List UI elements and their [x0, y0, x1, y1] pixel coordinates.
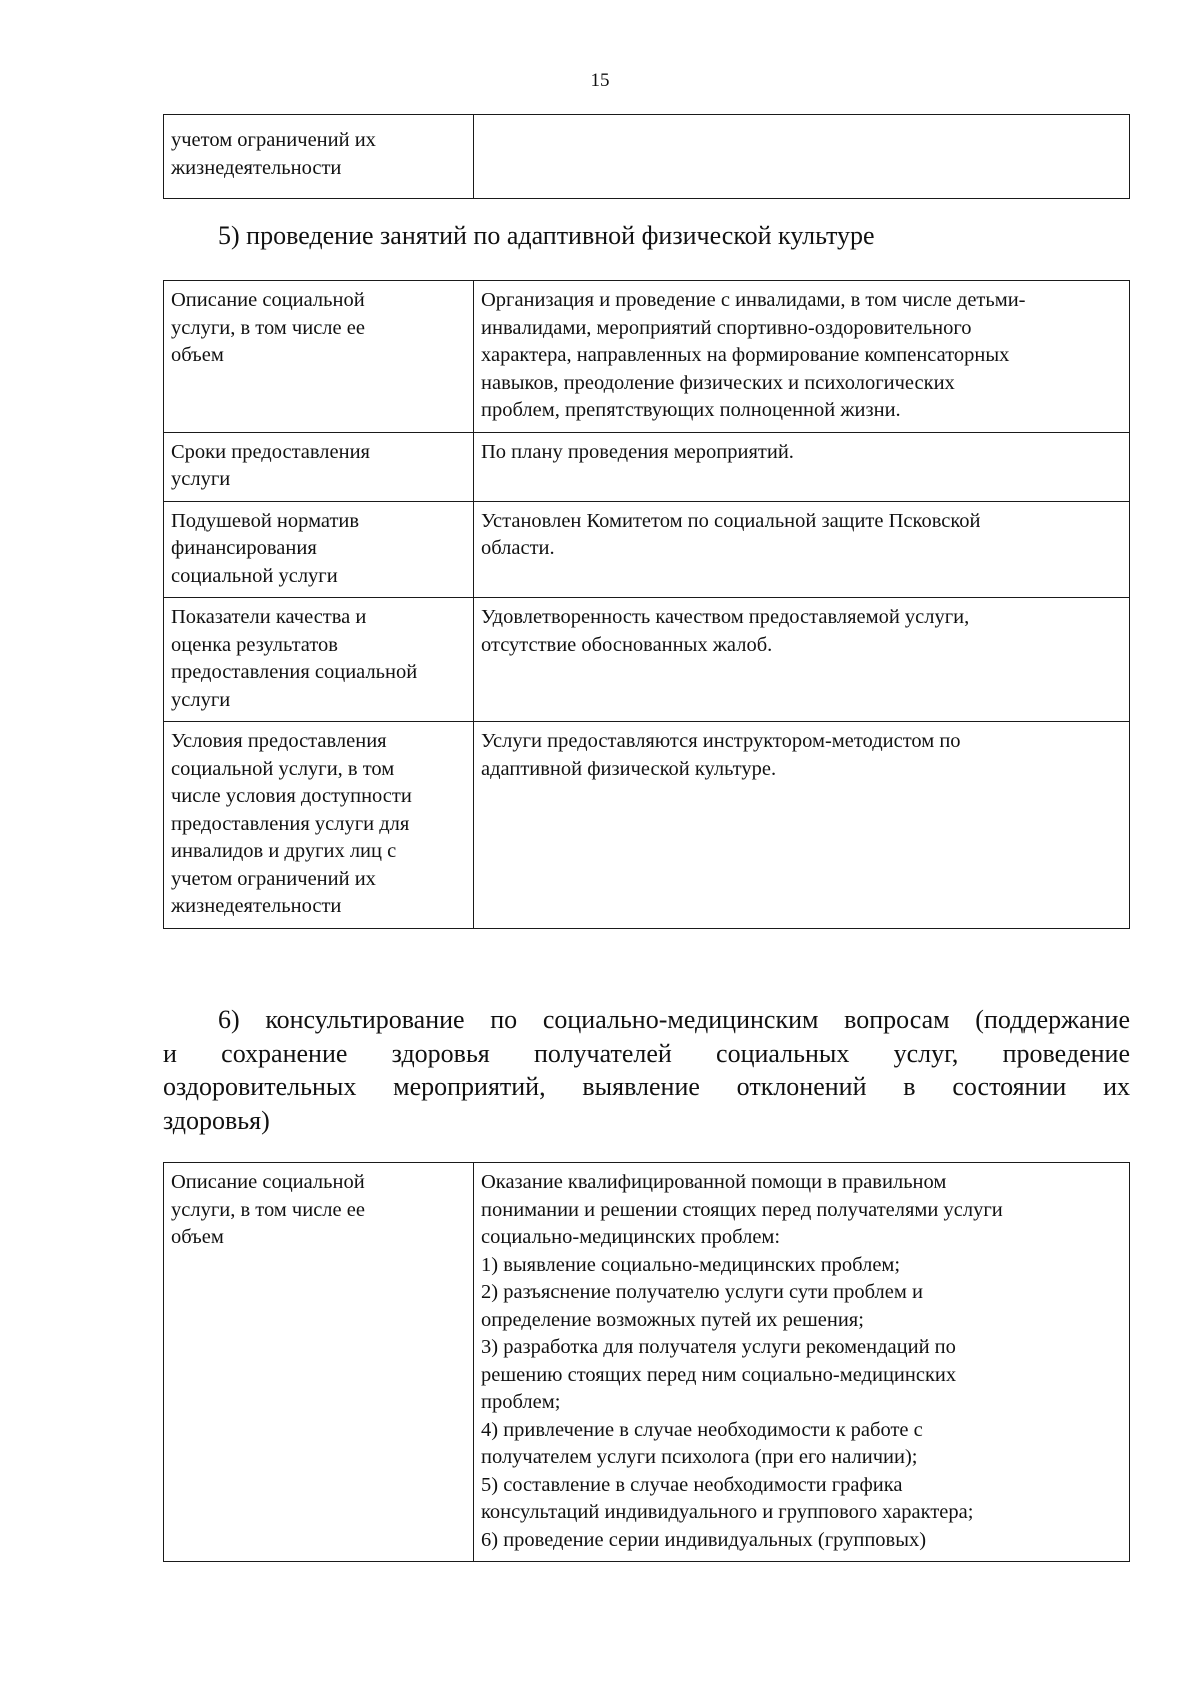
cell-text-line: понимании и решении стоящих перед получателями услуги [481, 1198, 1003, 1221]
row-value-cell [474, 1163, 1130, 1562]
cell-text-line: услуги [171, 688, 231, 711]
row-label-cell [164, 1163, 474, 1562]
cell-text-line: По плану проведения мероприятий. [481, 440, 794, 463]
section-5-table [163, 280, 1130, 929]
cell-text-line: 3) разработка для получателя услуги рекомендаций по [481, 1336, 956, 1358]
cell-text-line: 1) выявление социально-медицинских проблем; [481, 1253, 901, 1276]
cell-text-line: проблем; [481, 1391, 561, 1413]
cell-text-line: 5) составление в случае необходимости графика [481, 1473, 903, 1496]
row-label-cell [164, 432, 474, 501]
row-label-cell [164, 501, 474, 598]
cell-text-line: решению стоящих перед ним социально-медицинских [481, 1363, 957, 1386]
cell-text-line: адаптивной физической культуре. [481, 757, 777, 780]
table-row [164, 598, 1130, 722]
section-6-heading-line: 6) консультирование по социально-медицинским вопросам (поддержание [218, 1005, 1130, 1034]
cell-text-line: отсутствие обоснованных жалоб. [481, 633, 773, 656]
cell-text-line: жизнедеятельности [171, 156, 342, 179]
table-row [164, 432, 1130, 501]
cell-text-line: Описание социальной [171, 289, 365, 311]
cell-text-line: учетом ограничений их [171, 129, 376, 151]
section-6-heading-line: здоровья) [163, 1105, 270, 1135]
continued-service-table [163, 114, 1130, 199]
row-value-cell [474, 598, 1130, 722]
row-label-cell [164, 115, 474, 199]
section-6-heading [163, 1003, 1130, 1137]
section-6-heading-line: и сохранение здоровья получателей социальных услуг, проведение [163, 1038, 1130, 1068]
cell-text-line: Организация и проведение с инвалидами, в том числе детьми- [481, 289, 1026, 311]
row-value-cell [474, 722, 1130, 929]
cell-text-line: жизнедеятельности [171, 895, 342, 917]
row-value-cell [474, 432, 1130, 501]
cell-text-line: Удовлетворенность качеством предоставляемой услуги, [481, 606, 970, 628]
row-label-cell [164, 281, 474, 433]
cell-text-line: Показатели качества и [171, 606, 367, 628]
cell-text-line: социально-медицинских проблем: [481, 1226, 781, 1248]
table-row [164, 501, 1130, 598]
cell-text-line: инвалидов и других лиц с [171, 840, 397, 862]
row-label-cell [164, 722, 474, 929]
cell-text-line: характера, направленных на формирование компенсаторных [481, 344, 1010, 366]
continued-table-body [164, 115, 1130, 199]
section-5-heading: 5) проведение занятий по адаптивной физической культуре [218, 221, 875, 250]
cell-text-line: объем [171, 344, 224, 366]
section-6-table [163, 1162, 1130, 1562]
row-value-cell [474, 501, 1130, 598]
cell-text-line: Описание социальной [171, 1171, 365, 1193]
cell-text-line: Установлен Комитетом по социальной защите Псковской [481, 509, 981, 532]
table-row [164, 1163, 1130, 1562]
cell-text-line: учетом ограничений их [171, 867, 376, 890]
cell-text-line: предоставления услуги для [171, 812, 410, 835]
cell-text-line: определение возможных путей их решения; [481, 1308, 864, 1331]
row-value-cell [474, 281, 1130, 433]
cell-text-line: инвалидами, мероприятий спортивно-оздоровительного [481, 316, 972, 339]
cell-text-line: предоставления социальной [171, 661, 418, 683]
cell-text-line: области. [481, 537, 555, 559]
table-row [164, 281, 1130, 433]
cell-text-line: услуги [171, 468, 231, 490]
cell-text-line: социальной услуги [171, 564, 338, 587]
section-6-table-body [164, 1163, 1130, 1562]
cell-text-line: услуги, в том числе ее [171, 1198, 365, 1221]
cell-text-line: объем [171, 1226, 224, 1248]
table-row [164, 115, 1130, 199]
cell-text-line: навыков, преодоление физических и психологических [481, 371, 955, 394]
cell-text-line: Услуги предоставляются инструктором-методистом по [481, 730, 961, 752]
cell-text-line: 6) проведение серии индивидуальных (групповых) [481, 1528, 927, 1551]
row-value-cell [474, 115, 1130, 199]
page-number: 15 [590, 70, 610, 91]
cell-text-line: услуги, в том числе ее [171, 316, 365, 339]
cell-text-line: проблем, препятствующих полноценной жизни. [481, 399, 901, 421]
cell-text-line: оценка результатов [171, 633, 338, 656]
cell-text-line: консультаций индивидуального и группового характера; [481, 1501, 974, 1523]
cell-text-line: Подушевой норматив [171, 509, 360, 532]
section-5-table-body [164, 281, 1130, 929]
row-label-cell [164, 598, 474, 722]
cell-text-line: 2) разъяснение получателю услуги сути проблем и [481, 1281, 923, 1303]
cell-text-line: получателем услуги психолога (при его наличии); [481, 1446, 918, 1468]
cell-text-line: Оказание квалифицированной помощи в правильном [481, 1171, 947, 1193]
cell-text-line: Сроки предоставления [171, 440, 370, 463]
section-6-heading-line: оздоровительных мероприятий, выявление отклонений в состоянии их [163, 1072, 1130, 1101]
cell-text-line: социальной услуги, в том [171, 757, 395, 780]
cell-text-line: Условия предоставления [171, 730, 387, 752]
cell-text-line: числе условия доступности [171, 785, 412, 807]
table-row [164, 722, 1130, 929]
cell-text-line: 4) привлечение в случае необходимости к работе с [481, 1418, 923, 1441]
cell-text-line: финансирования [171, 537, 317, 559]
